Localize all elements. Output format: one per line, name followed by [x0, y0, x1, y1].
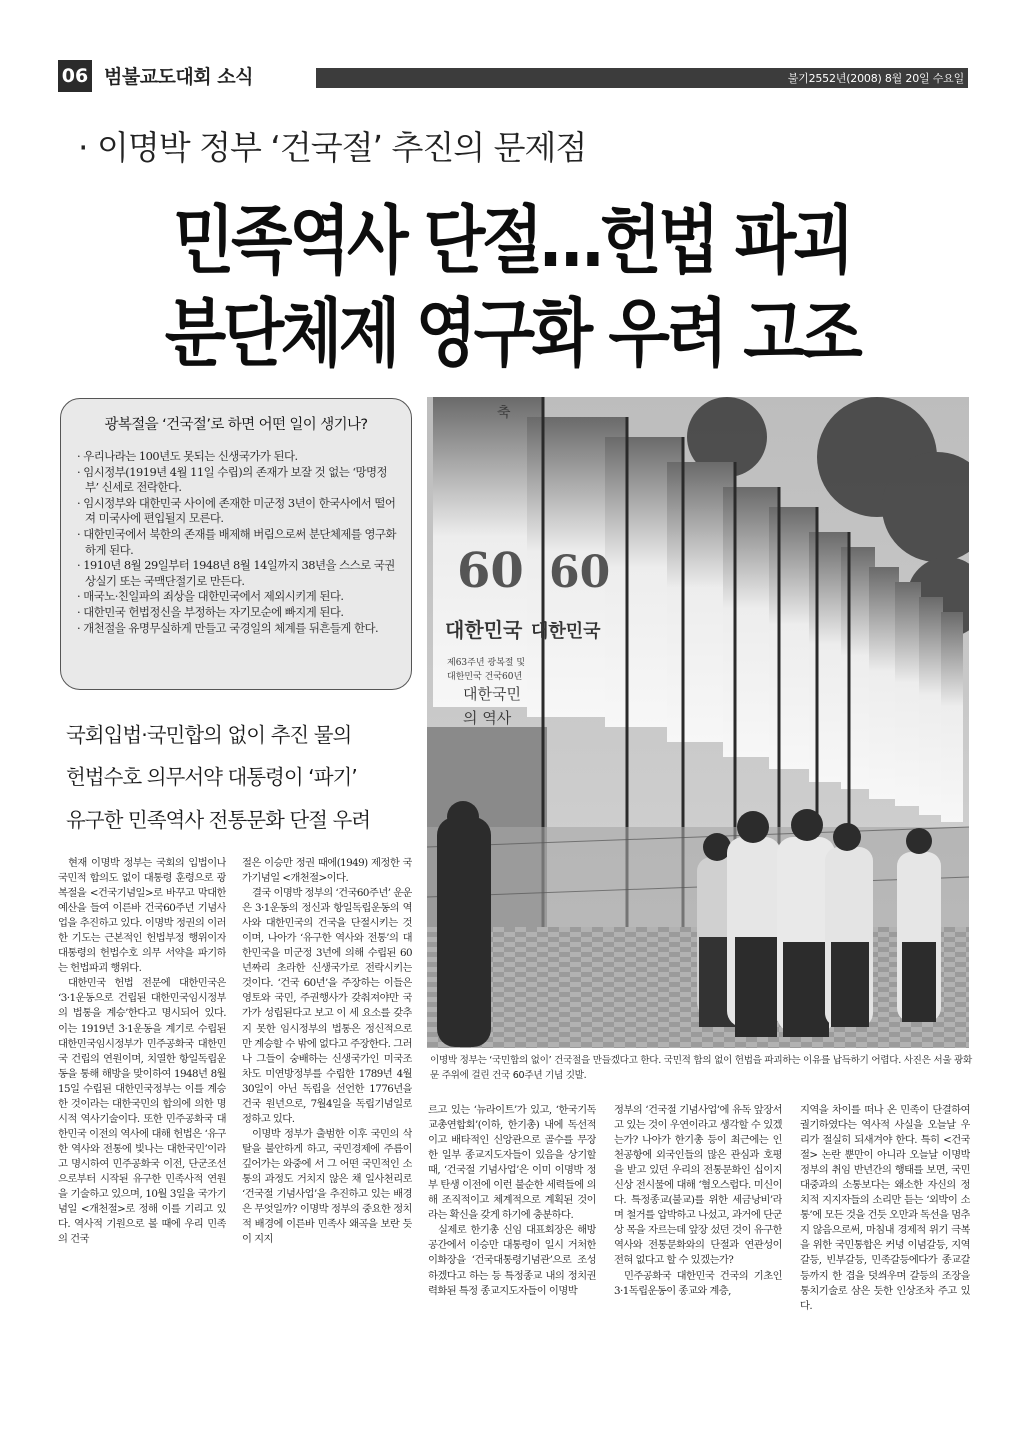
banner-bottom: 의 역사	[463, 709, 512, 727]
deck-line-1: 국회입법·국민합의 없이 추진 물의	[66, 723, 352, 747]
body-paragraph: 이명박 정부가 출범한 이후 국민의 삭탈을 불안하게 하고, 국민경제에 주름이 깊어가는 와중에 서 그 어떤 국민적인 소통의 과정도 거치지 않은 채 일사천리로 ‘건국절 기념사업’을 추진하고 있는 배경은 무엇일까? 이명박 정부의 중요한 정치적 배경에 이른바 민족사 왜곡을 보란 듯이 지지	[242, 1127, 412, 1246]
deck-line-2: 헌법수호 의무서약 대통령이 ‘파기’	[66, 765, 357, 789]
body-paragraph: 정부의 ‘건국절 기념사업’에 유독 앞장서고 있는 것이 우연이라고 생각할 수 있겠는가? 나아가 한기총 등이 최근에는 인천공항에 외국인들의 많은 관심과 호평을 받고 있던 우리의 전통문화인 십이지신상 전시물에 대해 ‘혐오스럽다. 미신이다. 특정종교(불교)를 위한 세금낭비’라며 철거를 압박하고 나섰고, 과거에 단군상 목을 자르는데 앞장 섰던 것이 유구한 역사와 전통문화와의 단절과 연관성이 전혀 없다고 할 수 있겠는가?	[614, 1104, 782, 1267]
body-paragraph: 현재 이명박 정부는 국회의 입법이나 국민적 합의도 없이 대통령 훈령으로 광복절을 <건국기념일>로 바꾸고 막대한 예산을 들여 이른바 건국60주년 기념사업을 추진하고 있다. 이명박 정권의 이러한 기도는 근본적인 헌법부정 행위이자 대통령의 헌법수호 의무 서약을 파기하는 헌법파괴 행위다.	[58, 857, 226, 975]
sidebar-item: · 우리나라는 100년도 못되는 신생국가가 된다.	[77, 449, 298, 463]
banner-country: 대한민국	[531, 621, 601, 642]
banner-number: 60	[457, 543, 524, 599]
sidebar-item: · 임시정부(1919년 4월 11일 수립)의 존재가 보잘 것 없는 ‘망명정부’ 신세로 전락한다.	[77, 464, 388, 495]
banner-country: 대한민국	[445, 618, 523, 642]
sidebar-item: · 대한민국에서 북한의 존재를 배제해 버림으로써 분단체제를 영구화하게 된다.	[77, 526, 397, 557]
body-column-2	[242, 856, 412, 1372]
photo-caption: 이명박 정부는 ‘국민합의 없이’ 건국절을 만들겠다고 한다. 국민적 합의 없이 헌법을 파괴하는 이유를 납득하기 어렵다. 사진은 서울 광화문 주위에 걸린 건국 60주년 기념 깃발.	[430, 1055, 972, 1081]
banner-line: 대한민국 건국60년	[447, 672, 523, 682]
body-column-3	[428, 1103, 596, 1371]
sidebar-item: · 임시정부와 대한민국 사이에 존재한 미군정 3년이 한국사에서 떨어져 미국사에 편입될지 모른다.	[77, 495, 396, 526]
sidebar-item: · 매국노·친일파의 죄상을 대한민국에서 제외시키게 된다.	[77, 589, 344, 604]
body-column-1	[58, 856, 226, 1372]
sidebar-item: · 개천절을 유명무실하게 만들고 국경일의 체계를 뒤흔들게 한다.	[77, 620, 379, 635]
sidebar-item: · 대한민국 헌법정신을 부정하는 자기모순에 빠지게 된다.	[77, 604, 344, 619]
page-number: 06	[58, 60, 92, 92]
banner-line: 제63주년 광복절 및	[447, 658, 526, 668]
sidebar-list	[77, 449, 399, 636]
news-photo	[427, 397, 969, 1048]
section-title: 범불교도대회 소식	[104, 66, 253, 88]
body-paragraph: 지역을 차이를 떠나 온 민족이 단결하여 궐기하였다는 역사적 사실을 오늘날 우리가 절실히 되새겨야 한다. 특히 <건국절> 논란 뿐만이 아니라 오늘날 이명박 정부의 취임 반년간의 행태를 보면, 국민대중과의 소통보다는 왜소한 자신의 정치적 지지자들의 소리만 듣는 ‘외박이 소통’에 모든 것을 건듯 오만과 독선을 멈추지 않음으로써, 마침내 경제적 위기 극복을 위한 국민통합은 커녕 이념갈등, 지역갈등, 빈부갈등, 민족갈등에다가 종교갈등까지 한 겹을 덧씌우며 갈등의 조장을 통치기술로 삼은 듯한 인상조차 주고 있다.	[800, 1104, 970, 1312]
sidebar-item: · 1910년 8월 29일부터 1948년 8월 14일까지 38년을 스스로 국권상실기 또는 국맥단절기로 만든다.	[77, 558, 395, 588]
banner-top: 축	[497, 405, 511, 421]
deck-line-3: 유구한 민족역사 전통문화 단절 우려	[66, 808, 371, 832]
banner-number: 60	[549, 547, 611, 598]
body-paragraph: 실제로 한기총 신임 대표회장은 해방공간에서 이승만 대통령이 일시 거처한 이화장을 ‘건국대통령기념관’으로 조성하겠다고 하는 등 특정종교 내의 정치권력화된 특정 종교지도자들이 이명박	[428, 1224, 596, 1297]
body-paragraph: 결국 이명박 정부의 ‘건국60주년’ 운운은 3·1운동의 정신과 항일독립운동의 역사와 대한민국의 건국을 단절시키는 것이며, 나아가 ‘유구한 역사와 전통’의 대한민국을 미군정 3년에 의해 수립된 60년짜리 초라한 신생국가로 전락시키는 것이다. ‘건국 60년’을 주장하는 이들은 영토와 국민, 주권행사가 갖춰져야만 국가가 성립된다고 보고 이 세 요소를 갖추지 못한 임시정부의 법통은 정신적으로만 계승할 수 밖에 없다고 주장한다. 그러나 그들이 숭배하는 신생국가인 미국조차도 미연방정부를 수립한 1789년 4월30일이 아닌 독립을 선언한 1776년을 건국 원년으로, 7월4일을 독립기념일로 정하고 있다.	[242, 887, 412, 1125]
body-column-4	[614, 1103, 782, 1371]
sidebar-box	[60, 398, 412, 690]
article-subtitle: · 이명박 정부 ‘건국절’ 추진의 문제점	[78, 128, 587, 167]
body-paragraph: 민주공화국 대한민국 건국의 기초인 3·1독립운동이 종교와 계층,	[614, 1269, 782, 1297]
headline-line-2: 분단체제 영구화 우려 고조	[164, 291, 860, 377]
banner-bottom: 대한국민	[463, 685, 521, 703]
body-paragraph: 절은 이승만 정권 때에(1949) 제정한 국가기념일 <개천절>이다.	[242, 857, 412, 885]
sidebar-title: 광복절을 ‘건국절’로 하면 어떤 일이 생기나?	[104, 417, 368, 433]
headline-line-1: 민족역사 단절…헌법 파괴	[172, 198, 852, 284]
body-paragraph: 대한민국 헌법 전문에 대한민국은 ‘3·1운동으로 건립된 대한민국임시정부의 법통을 계승’한다고 명시되어 있다. 이는 1919년 3·1운동을 계기로 수립된 대한민국임시정부가 민주공화국 대한민국 건립의 연원이며, 치열한 항일독립운동을 통해 해방을 맞이하여 1948년 8월 15일 수립된 대한민국정부는 이를 계승한 것이라는 대한국민의 합의에 의한 명시적 역사기술이다. 또한 민주공화국 대한민국 이전의 역사에 대해 헌법은 ‘유구한 역사와 전통에 빛나는 대한국민’이라고 명시하여 민주공화국 이전, 단군조선으로부터 시작된 유구한 민족사적 연원을 기술하고 있으며, 10월 3일을 국가기념일 <개천절>로 정해 이를 기리고 있다. 역사적 기원으로 볼 때에 우리 민족의 건국	[58, 977, 226, 1246]
body-column-5	[800, 1103, 970, 1371]
body-paragraph: 르고 있는 ‘뉴라이트’가 있고, ‘한국기독교총연합회’(이하, 한기총) 내에 독선적이고 배타적인 신앙관으로 골수를 무장한 일부 종교지도자들이 있음을 상기할 때, ‘건국절 기념사업’은 이미 이명박 정부 탄생 이전에 이런 불순한 세력들에 의해 조직적이고 체계적으로 계획된 것이라는 확신을 갖게 하기에 충분하다.	[428, 1104, 596, 1222]
issue-date: 불기2552년(2008) 8월 20일 수요일	[787, 72, 964, 85]
